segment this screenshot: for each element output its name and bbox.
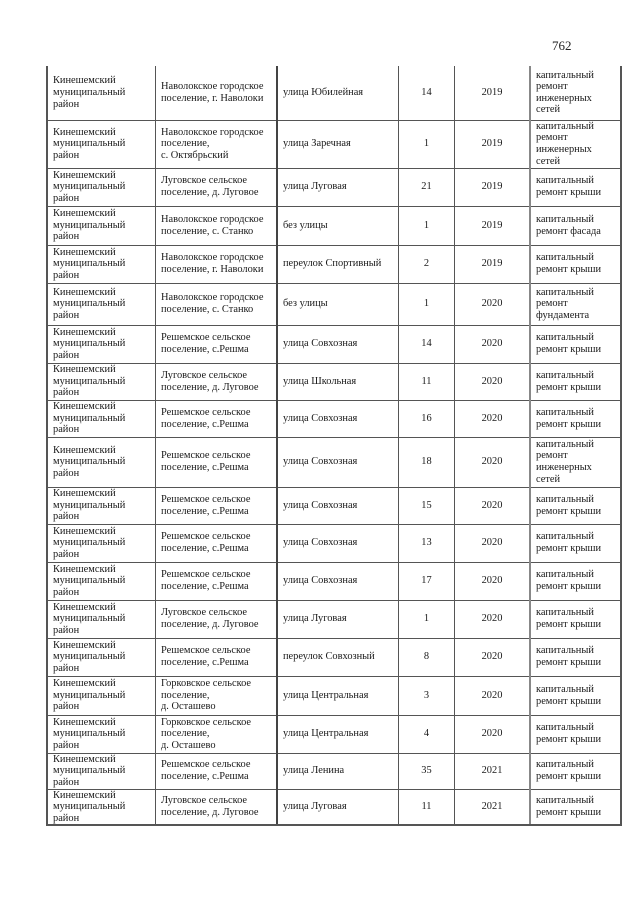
district-line: Кинешемский xyxy=(53,639,116,651)
settlement-cell xyxy=(156,283,278,325)
district-line: Кинешемский xyxy=(53,789,116,801)
work-type-line: ремонт крыши xyxy=(536,418,602,430)
settlement-line: Наволокское городское xyxy=(161,292,264,304)
year-cell: 2019 xyxy=(455,245,531,283)
settlement-line: поселение, с.Решма xyxy=(161,505,249,517)
settlement-line: поселение, с. Станко xyxy=(161,225,254,237)
district-cell xyxy=(47,206,156,245)
district-line: район xyxy=(53,424,80,436)
house-number-cell: 1 xyxy=(399,283,455,325)
settlement-line: д. Осташево xyxy=(161,739,216,751)
year-cell: 2019 xyxy=(455,206,531,245)
year-cell: 2019 xyxy=(455,66,531,120)
district-line: район xyxy=(53,586,80,598)
work-type-line: ремонт крыши xyxy=(536,657,602,668)
district-line: муниципальный xyxy=(53,499,126,511)
street-cell: улица Ленина xyxy=(277,753,399,789)
district-line: район xyxy=(53,701,80,713)
work-type-line: капитальный xyxy=(536,645,594,657)
street-cell: без улицы xyxy=(277,206,399,245)
work-type-cell xyxy=(530,206,621,245)
year-cell: 2020 xyxy=(455,600,531,638)
work-type-cell xyxy=(530,66,621,120)
table-row xyxy=(47,437,621,487)
district-line: район xyxy=(53,98,80,110)
district-cell xyxy=(47,325,156,363)
district-cell xyxy=(47,715,156,753)
district-line: район xyxy=(53,812,80,824)
district-line: муниципальный xyxy=(53,138,126,150)
district-line: муниципальный xyxy=(53,613,126,625)
district-line: район xyxy=(53,776,80,788)
work-type-cell xyxy=(530,487,621,524)
district-line: муниципальный xyxy=(53,298,126,310)
table-row xyxy=(47,168,621,206)
work-type-line: ремонт крыши xyxy=(536,505,602,517)
street-cell: улица Луговая xyxy=(277,600,399,638)
settlement-line: поселение, с.Решма xyxy=(161,344,249,355)
table-row xyxy=(47,245,621,283)
district-cell xyxy=(47,638,156,676)
settlement-line: Луговское сельское xyxy=(161,369,248,381)
house-number-cell: 35 xyxy=(399,753,455,789)
district-line: муниципальный xyxy=(53,728,126,740)
settlement-line: Решемское сельское xyxy=(161,450,251,462)
work-type-line: инженерных xyxy=(536,92,592,104)
work-type-line: инженерных xyxy=(536,144,592,155)
table-row xyxy=(47,206,621,245)
district-cell xyxy=(47,120,156,168)
district-line: Кинешемский xyxy=(53,208,116,220)
settlement-line: д. Осташево xyxy=(161,701,216,713)
district-line: район xyxy=(53,387,80,399)
year-cell: 2020 xyxy=(455,437,531,487)
work-type-line: капитальный xyxy=(536,438,594,450)
district-cell xyxy=(47,283,156,325)
settlement-cell xyxy=(156,562,278,600)
work-type-cell xyxy=(530,524,621,562)
house-number-cell: 4 xyxy=(399,715,455,753)
work-type-line: ремонт крыши xyxy=(536,187,602,198)
settlement-line: поселение, с.Решма xyxy=(161,657,249,668)
work-type-cell xyxy=(530,325,621,363)
work-type-line: капитальный xyxy=(536,69,594,81)
work-type-line: фундамента xyxy=(536,309,590,321)
settlement-line: Решемское сельское xyxy=(161,645,251,657)
table-row xyxy=(47,524,621,562)
work-type-line: ремонт крыши xyxy=(536,734,602,745)
district-line: район xyxy=(53,739,80,751)
work-type-line: ремонт крыши xyxy=(536,381,602,393)
settlement-line: Луговское сельское xyxy=(161,175,248,187)
year-cell: 2020 xyxy=(455,638,531,676)
year-cell: 2020 xyxy=(455,715,531,753)
year-cell: 2020 xyxy=(455,283,531,325)
district-line: муниципальный xyxy=(53,338,126,350)
year-cell: 2020 xyxy=(455,363,531,400)
settlement-line: поселение, с.Решма xyxy=(161,581,249,592)
work-type-line: ремонт крыши xyxy=(536,581,602,592)
work-type-line: капитальный xyxy=(536,683,594,695)
work-type-line: ремонт крыши xyxy=(536,806,602,818)
district-cell xyxy=(47,789,156,825)
district-cell xyxy=(47,753,156,789)
settlement-line: Решемское сельское xyxy=(161,569,251,581)
district-line: Кинешемский xyxy=(53,753,116,765)
district-cell xyxy=(47,524,156,562)
settlement-line: поселение, д. Луговое xyxy=(161,806,259,818)
settlement-line: поселение, д. Луговое xyxy=(161,381,259,393)
district-cell xyxy=(47,562,156,600)
district-line: Кинешемский xyxy=(53,286,116,298)
work-type-line: капитальный xyxy=(536,795,594,807)
settlement-cell xyxy=(156,676,278,715)
street-cell: улица Совхозная xyxy=(277,562,399,600)
work-type-line: ремонт крыши xyxy=(536,344,602,355)
table-row xyxy=(47,400,621,437)
settlement-cell xyxy=(156,245,278,283)
house-number-cell: 1 xyxy=(399,120,455,168)
street-cell: улица Совхозная xyxy=(277,437,399,487)
district-line: район xyxy=(53,624,80,636)
repair-registry-table xyxy=(46,66,622,826)
work-type-cell xyxy=(530,283,621,325)
work-type-line: капитальный xyxy=(536,406,594,418)
table-row xyxy=(47,66,621,120)
district-line: муниципальный xyxy=(53,219,126,231)
work-type-line: ремонт xyxy=(536,81,568,93)
work-type-line: капитальный xyxy=(536,369,594,381)
work-type-line: капитальный xyxy=(536,175,594,187)
work-type-line: ремонт крыши xyxy=(536,771,602,782)
settlement-line: поселение, с. Станко xyxy=(161,304,254,315)
table-row xyxy=(47,283,621,325)
table-row xyxy=(47,600,621,638)
year-cell: 2019 xyxy=(455,120,531,168)
street-cell: улица Заречная xyxy=(277,120,399,168)
settlement-line: Решемское сельское xyxy=(161,493,251,505)
district-line: муниципальный xyxy=(53,258,126,270)
work-type-line: капитальный xyxy=(536,213,594,225)
district-cell xyxy=(47,676,156,715)
house-number-cell: 2 xyxy=(399,245,455,283)
street-cell: улица Школьная xyxy=(277,363,399,400)
settlement-cell xyxy=(156,400,278,437)
work-type-line: ремонт крыши xyxy=(536,264,602,275)
work-type-line: ремонт крыши xyxy=(536,543,602,554)
settlement-line: поселение, г. Наволоки xyxy=(161,264,264,275)
table-row xyxy=(47,562,621,600)
work-type-line: капитальный xyxy=(536,722,594,734)
work-type-cell xyxy=(530,676,621,715)
street-cell: улица Совхозная xyxy=(277,524,399,562)
street-cell: улица Центральная xyxy=(277,715,399,753)
district-cell xyxy=(47,363,156,400)
district-line: Кинешемский xyxy=(53,246,116,258)
work-type-cell xyxy=(530,638,621,676)
district-line: муниципальный xyxy=(53,537,126,549)
settlement-cell xyxy=(156,753,278,789)
year-cell: 2020 xyxy=(455,562,531,600)
district-line: Кинешемский xyxy=(53,169,116,181)
district-cell xyxy=(47,400,156,437)
settlement-line: поселение, г. Наволоки xyxy=(161,92,264,104)
table-row xyxy=(47,789,621,825)
settlement-line: поселение, д. Луговое xyxy=(161,187,259,198)
house-number-cell: 11 xyxy=(399,789,455,825)
work-type-cell xyxy=(530,600,621,638)
settlement-cell xyxy=(156,487,278,524)
district-line: район xyxy=(53,349,80,361)
table-row xyxy=(47,487,621,524)
settlement-cell xyxy=(156,66,278,120)
table-row xyxy=(47,676,621,715)
district-line: район xyxy=(53,511,80,523)
district-line: Кинешемский xyxy=(53,364,116,376)
district-line: муниципальный xyxy=(53,575,126,587)
table-row xyxy=(47,363,621,400)
settlement-cell xyxy=(156,206,278,245)
work-type-line: капитальный xyxy=(536,286,594,298)
work-type-cell xyxy=(530,789,621,825)
work-type-line: сетей xyxy=(536,473,561,485)
settlement-line: Наволокское городское xyxy=(161,213,264,225)
house-number-cell: 16 xyxy=(399,400,455,437)
work-type-line: капитальный xyxy=(536,569,594,581)
settlement-cell xyxy=(156,120,278,168)
house-number-cell: 3 xyxy=(399,676,455,715)
year-cell: 2021 xyxy=(455,789,531,825)
district-line: Кинешемский xyxy=(53,326,116,338)
year-cell: 2020 xyxy=(455,676,531,715)
settlement-line: поселение, с.Решма xyxy=(161,462,249,473)
year-cell: 2020 xyxy=(455,524,531,562)
street-cell: улица Совхозная xyxy=(277,325,399,363)
settlement-line: Наволокское городское xyxy=(161,126,264,138)
settlement-line: Луговское сельское xyxy=(161,795,248,807)
district-line: муниципальный xyxy=(53,801,126,813)
settlement-line: Решемское сельское xyxy=(161,531,251,543)
year-cell: 2020 xyxy=(455,325,531,363)
work-type-cell xyxy=(530,753,621,789)
settlement-line: Горковское сельское xyxy=(161,678,252,690)
settlement-cell xyxy=(156,789,278,825)
house-number-cell: 18 xyxy=(399,437,455,487)
work-type-line: ремонт xyxy=(536,298,568,310)
street-cell: улица Совхозная xyxy=(277,487,399,524)
street-cell: улица Луговая xyxy=(277,168,399,206)
settlement-line: поселение, xyxy=(161,689,210,701)
settlement-line: поселение, xyxy=(161,138,210,150)
district-line: район xyxy=(53,309,80,321)
district-line: Кинешемский xyxy=(53,525,116,537)
district-line: муниципальный xyxy=(53,689,126,701)
settlement-line: Горковское сельское xyxy=(161,716,252,728)
street-cell: переулок Совхозный xyxy=(277,638,399,676)
work-type-line: капитальный xyxy=(536,332,594,344)
work-type-line: сетей xyxy=(536,104,561,116)
table-body xyxy=(47,66,621,825)
settlement-line: поселение, с.Решма xyxy=(161,543,249,554)
district-line: Кинешемский xyxy=(53,444,116,456)
year-cell: 2020 xyxy=(455,487,531,524)
work-type-line: ремонт xyxy=(536,132,568,144)
settlement-line: поселение, с.Решма xyxy=(161,418,249,430)
house-number-cell: 8 xyxy=(399,638,455,676)
settlement-cell xyxy=(156,524,278,562)
house-number-cell: 21 xyxy=(399,168,455,206)
settlement-cell xyxy=(156,437,278,487)
settlement-cell xyxy=(156,600,278,638)
district-line: муниципальный xyxy=(53,456,126,468)
house-number-cell: 1 xyxy=(399,206,455,245)
house-number-cell: 1 xyxy=(399,600,455,638)
work-type-line: капитальный xyxy=(536,120,594,132)
settlement-cell xyxy=(156,363,278,400)
work-type-line: ремонт фасада xyxy=(536,225,601,237)
settlement-cell xyxy=(156,715,278,753)
settlement-line: поселение, с.Решма xyxy=(161,771,249,782)
table-row xyxy=(47,753,621,789)
house-number-cell: 11 xyxy=(399,363,455,400)
district-line: Кинешемский xyxy=(53,678,116,690)
year-cell: 2021 xyxy=(455,753,531,789)
work-type-cell xyxy=(530,400,621,437)
district-cell xyxy=(47,168,156,206)
work-type-cell xyxy=(530,562,621,600)
settlement-line: Луговское сельское xyxy=(161,607,248,619)
work-type-line: инженерных xyxy=(536,462,592,473)
district-line: Кинешемский xyxy=(53,488,116,500)
district-line: район xyxy=(53,231,80,243)
settlement-line: Наволокское городское xyxy=(161,252,264,264)
work-type-line: капитальный xyxy=(536,493,594,505)
street-cell: улица Луговая xyxy=(277,789,399,825)
house-number-cell: 14 xyxy=(399,325,455,363)
settlement-line: Решемское сельское xyxy=(161,759,251,771)
work-type-cell xyxy=(530,363,621,400)
work-type-line: капитальный xyxy=(536,252,594,264)
district-line: муниципальный xyxy=(53,375,126,387)
work-type-line: капитальный xyxy=(536,607,594,619)
work-type-cell xyxy=(530,437,621,487)
district-line: Кинешемский xyxy=(53,563,116,575)
district-line: район xyxy=(53,269,80,281)
work-type-line: капитальный xyxy=(536,759,594,771)
district-line: Кинешемский xyxy=(53,126,116,138)
work-type-line: капитальный xyxy=(536,531,594,543)
district-cell xyxy=(47,245,156,283)
work-type-cell xyxy=(530,715,621,753)
district-line: район xyxy=(53,662,80,674)
district-cell xyxy=(47,437,156,487)
settlement-cell xyxy=(156,168,278,206)
year-cell: 2019 xyxy=(455,168,531,206)
district-cell xyxy=(47,66,156,120)
district-line: район xyxy=(53,149,80,161)
district-line: Кинешемский xyxy=(53,401,116,413)
table-row xyxy=(47,715,621,753)
district-line: Кинешемский xyxy=(53,601,116,613)
house-number-cell: 15 xyxy=(399,487,455,524)
house-number-cell: 14 xyxy=(399,66,455,120)
work-type-cell xyxy=(530,245,621,283)
work-type-line: ремонт xyxy=(536,450,568,462)
settlement-line: поселение, xyxy=(161,728,210,740)
district-line: муниципальный xyxy=(53,651,126,663)
district-line: район xyxy=(53,548,80,560)
street-cell: переулок Спортивный xyxy=(277,245,399,283)
work-type-cell xyxy=(530,168,621,206)
settlement-line: с. Октябрьский xyxy=(161,149,229,161)
district-line: Кинешемский xyxy=(53,716,116,728)
table-row xyxy=(47,120,621,168)
house-number-cell: 17 xyxy=(399,562,455,600)
settlement-line: Решемское сельское xyxy=(161,332,251,344)
work-type-line: ремонт крыши xyxy=(536,695,602,707)
table-row xyxy=(47,638,621,676)
settlement-line: Наволокское городское xyxy=(161,81,264,93)
district-line: муниципальный xyxy=(53,765,126,777)
settlement-line: Решемское сельское xyxy=(161,406,251,418)
district-cell xyxy=(47,600,156,638)
street-cell: улица Центральная xyxy=(277,676,399,715)
district-line: муниципальный xyxy=(53,86,126,98)
settlement-cell xyxy=(156,638,278,676)
district-line: муниципальный xyxy=(53,412,126,424)
year-cell: 2020 xyxy=(455,400,531,437)
work-type-cell xyxy=(530,120,621,168)
work-type-line: сетей xyxy=(536,155,561,167)
district-line: Кинешемский xyxy=(53,75,116,87)
district-line: район xyxy=(53,192,80,204)
house-number-cell: 13 xyxy=(399,524,455,562)
work-type-line: ремонт крыши xyxy=(536,619,602,630)
page-number: 762 xyxy=(552,38,572,53)
district-line: муниципальный xyxy=(53,181,126,193)
settlement-cell xyxy=(156,325,278,363)
street-cell: улица Юбилейная xyxy=(277,66,399,120)
street-cell: улица Совхозная xyxy=(277,400,399,437)
street-cell: без улицы xyxy=(277,283,399,325)
settlement-line: поселение, д. Луговое xyxy=(161,619,259,630)
district-line: район xyxy=(53,467,80,479)
district-cell xyxy=(47,487,156,524)
table-row xyxy=(47,325,621,363)
